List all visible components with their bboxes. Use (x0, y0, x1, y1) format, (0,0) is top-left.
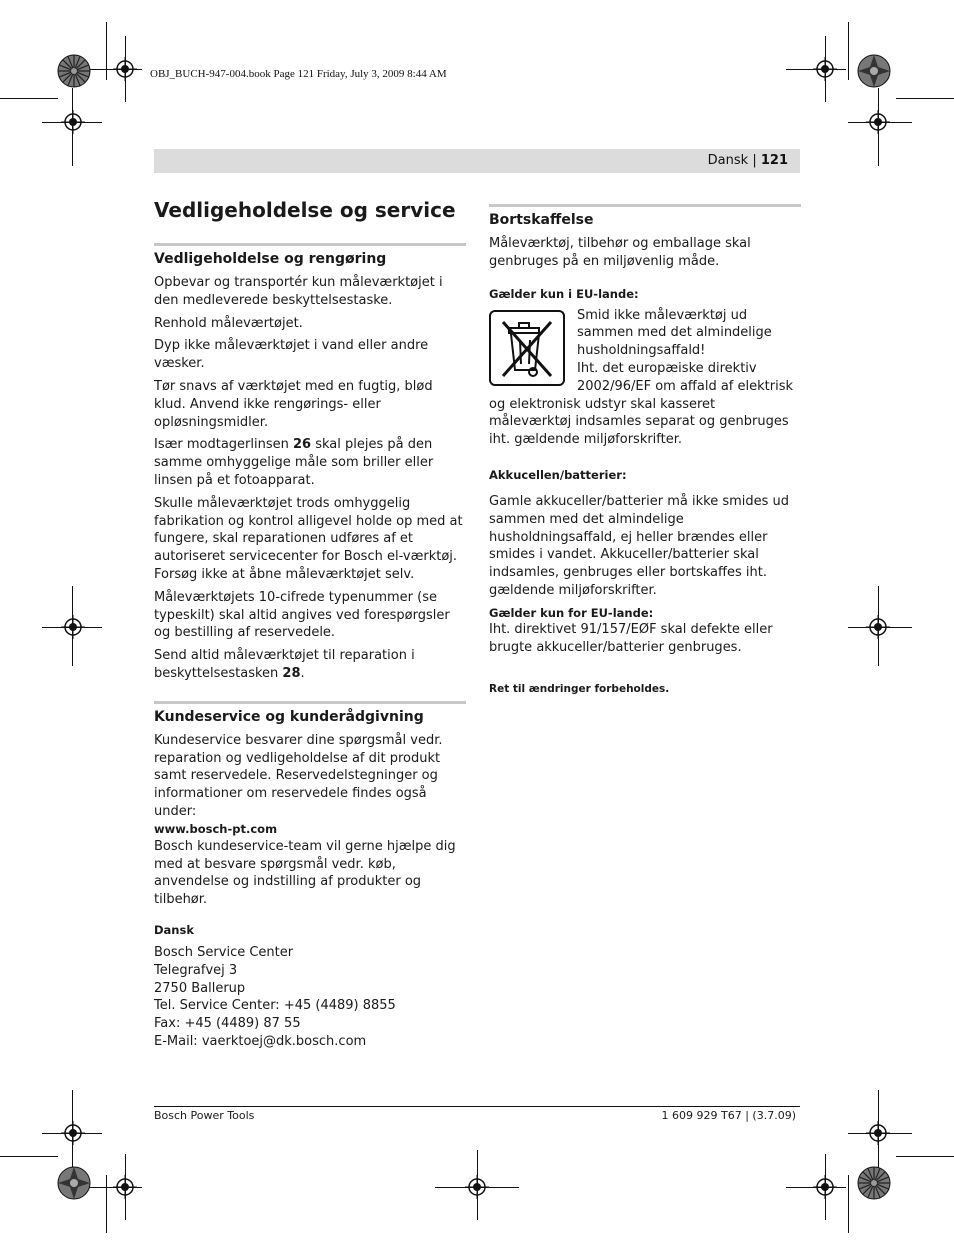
page-header (708, 153, 788, 168)
crop-line (435, 1187, 519, 1188)
crop-line (786, 1187, 846, 1188)
country-heading: Dansk (154, 922, 194, 937)
paragraph: Dyp ikke måleværktøjet i vand eller andre væsker. (154, 338, 429, 372)
crop-line (72, 88, 73, 166)
crop-line (848, 122, 912, 123)
print-info: OBJ_BUCH-947-004.book Page 121 Friday, July 3, 2009 8:44 AM (150, 68, 447, 80)
crop-line (848, 22, 849, 80)
footer-doc-number: 1 609 929 T67 | (3.7.09) (661, 1109, 796, 1122)
paragraph: Iht. direktivet 91/157/EØF skal defekte eller brugte akkuceller/batterier genbruges. (489, 621, 773, 655)
crop-line (0, 98, 58, 99)
crop-line (825, 36, 826, 102)
text-run: . (300, 665, 305, 681)
text-run: skal plejes på den samme omhyggelige måle som briller eller linsen på et fotoapparat. (154, 437, 434, 488)
eu-heading: Gælder kun i EU-lande: (489, 286, 639, 301)
crop-line (42, 627, 102, 628)
crossed-out-wheelie-bin-icon (489, 310, 565, 386)
crop-line (125, 1154, 126, 1220)
color-star-target-icon (857, 54, 891, 88)
text-run: Send altid måleværktøjet til reparation i beskyttelsestasken (154, 648, 415, 681)
color-star-target-icon (57, 1166, 91, 1200)
crop-line (106, 1175, 107, 1233)
paragraph (154, 436, 466, 489)
paragraph: Bosch kundeservice-team vil gerne hjælpe dig med at besvare spørgsmål vedr. køb, anvendelse og indstilling af produkter og tilbehør. (154, 838, 456, 908)
crop-line (878, 586, 879, 666)
left-column (154, 196, 466, 1051)
text-run: Især modtagerlinsen (154, 437, 293, 453)
paragraph: Opbevar og transportér kun måleværktøjet i den medleverede beskyttelsestaske. (154, 275, 443, 308)
crop-line (878, 88, 879, 166)
paragraph: Smid ikke måleværktøj ud sammen med det almindelige husholdningsaffald! (577, 307, 772, 359)
paragraph: Gamle akkuceller/batterier må ikke smides ud sammen med det almindelige husholdningsaffald, ej heller brændes eller smides i vandet. Akkuceller/batterier skal indsamles, genbruges eller bortskaffes iht. gældende miljøforskrifter. (489, 493, 790, 598)
crop-line (878, 1090, 879, 1170)
reference-number: 26 (292, 437, 312, 453)
section-heading-maintenance: Vedligeholdelse og rengøring (154, 251, 387, 267)
page-number: 121 (760, 153, 788, 168)
reference-number: 28 (282, 665, 301, 681)
service-address (154, 944, 466, 1051)
header-section: Dansk (707, 153, 749, 168)
paragraph: Måleværktøjets 10-cifrede typenummer (se typeskilt) skal altid angives ved forespørgsler og bestilling af reservedele. (154, 589, 450, 641)
paragraph: Tør snavs af værktøjet med en fugtig, blød klud. Anvend ikke rengørings- eller opløsningsmidler. (154, 378, 433, 430)
email-line: E-Mail: vaerktoej@dk.bosch.com (154, 1033, 367, 1049)
battery-heading: Akkucellen/batterier: (489, 467, 627, 482)
page-header-bar (154, 149, 800, 173)
fax-line: Fax: +45 (4489) 87 55 (154, 1016, 301, 1032)
website-link[interactable]: www.bosch-pt.com (154, 821, 278, 836)
address-line: 2750 Ballerup (154, 980, 246, 996)
crop-line (848, 1175, 849, 1233)
crop-line (477, 1150, 478, 1220)
page-title: Vedligeholdelse og service (154, 198, 456, 222)
crop-line (106, 22, 107, 80)
phone-line: Tel. Service Center: +45 (4489) 8855 (154, 998, 396, 1014)
crop-line (42, 1133, 102, 1134)
crop-line (848, 1133, 912, 1134)
crop-line (0, 1156, 58, 1157)
crop-line (896, 98, 954, 99)
paragraph: Kundeservice besvarer dine spørgsmål vedr. reparation og vedligeholdelse af dit produkt samt reservedele. Reservedelstegninger og informationer om reservedele findes også under: (154, 732, 443, 819)
crop-line (125, 36, 126, 102)
address-line: Bosch Service Center (154, 944, 294, 960)
crop-line (42, 122, 102, 123)
crop-line (825, 1154, 826, 1220)
section-heading-customer-service: Kundeservice og kunderådgivning (154, 708, 424, 725)
crop-line (896, 1156, 954, 1157)
address-line: Telegrafvej 3 (154, 962, 238, 978)
right-column (489, 204, 801, 696)
crop-line (82, 69, 142, 70)
footer-brand: Bosch Power Tools (154, 1109, 255, 1122)
crop-line (72, 1090, 73, 1170)
crop-line (82, 1187, 142, 1188)
eu-battery-heading: Gælder kun for EU-lande: (489, 605, 654, 620)
paragraph (154, 647, 466, 683)
paragraph: Renhold måleværtøjet. (154, 315, 303, 331)
change-notice: Ret til ændringer forbeholdes. (489, 683, 670, 696)
crop-line (786, 69, 846, 70)
crop-line (848, 627, 912, 628)
paragraph: Skulle måleværktøjet trods omhyggelig fabrikation og kontrol alligevel holde op med at fungere, skal reparationen udføres af et autoriseret servicecenter for Bosch el-værktøj. Forsøg ikke at åbne måleværktøjet selv. (154, 495, 463, 582)
paragraph: Iht. det europæiske direktiv 2002/96/EF om affald af elektrisk og elektronisk udstyr skal kasseret måleværktøj indsamles separat og genbruges iht. gældende miljøforskrifter. (489, 360, 794, 448)
footer-rule (154, 1106, 800, 1107)
color-star-target-icon (57, 54, 91, 88)
crop-line (72, 586, 73, 666)
header-separator: | (752, 153, 757, 168)
weee-block (489, 306, 801, 449)
color-star-target-icon (857, 1166, 891, 1200)
paragraph: Måleværktøj, tilbehør og emballage skal genbruges på en miljøvenlig måde. (489, 236, 751, 269)
section-heading-disposal: Bortskaffelse (489, 212, 594, 228)
